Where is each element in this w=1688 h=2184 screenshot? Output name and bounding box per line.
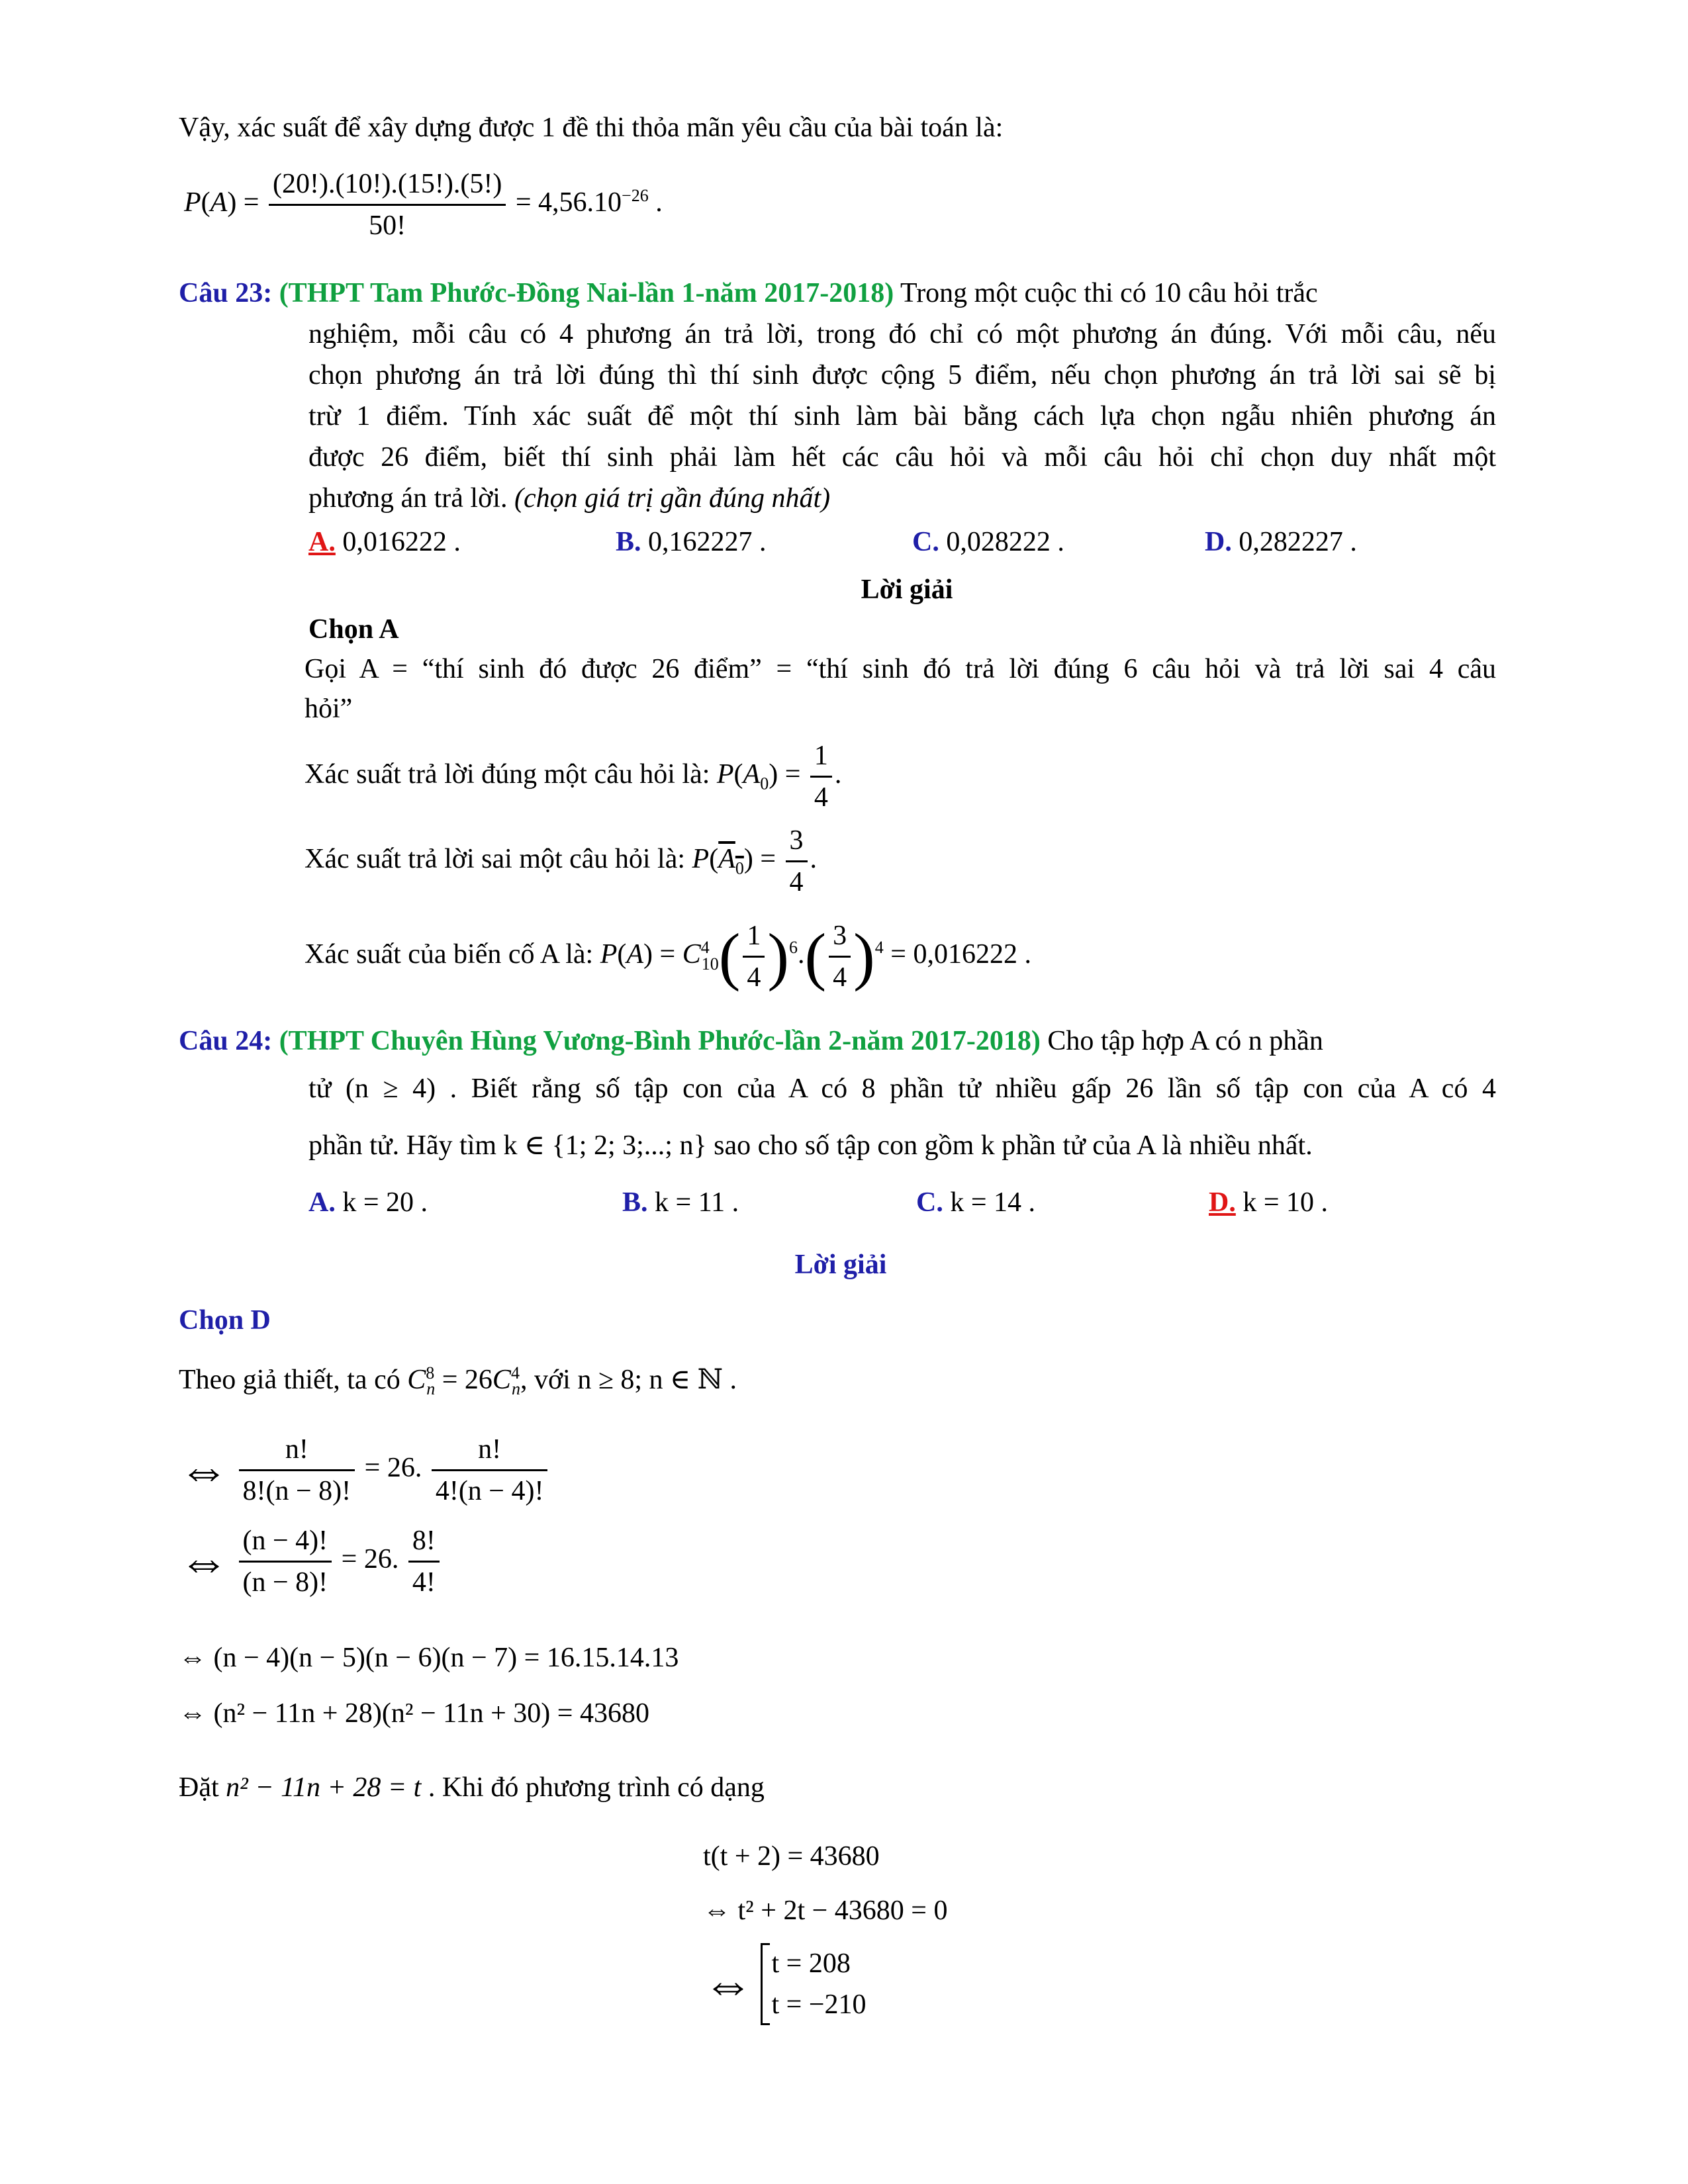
q23-line0: Trong một cuộc thi có 10 câu hỏi trắc	[900, 278, 1318, 308]
q24-option-c-key: C.	[916, 1187, 943, 1218]
q24-option-d-key: D.	[1209, 1187, 1236, 1218]
q24-option-c[interactable]	[916, 1185, 1035, 1220]
q23-option-c-value: 0,028222 .	[946, 527, 1064, 557]
q24-hyp-text: Theo giả thiết, ta có	[179, 1365, 400, 1395]
formula-denominator: 50!	[369, 210, 406, 241]
formula-lhs: P(A) =	[184, 187, 259, 218]
q23-p-event-result: = 0,016222 .	[890, 939, 1031, 970]
equiv-icon: ⇔	[179, 1442, 229, 1498]
q24-step1-right: $\frac{n!}{4!(n - 4)!}$	[432, 1430, 548, 1511]
q24-hyp-cond: , với n ≥ 8; n ∈ ℕ .	[520, 1365, 737, 1395]
q24-step1-left: $\frac{n!}{8!(n - 8)!}$	[239, 1430, 355, 1511]
q24-option-b-value: k = 11 .	[655, 1187, 739, 1218]
q24-option-a-value: k = 20 .	[342, 1187, 428, 1218]
q23-p-wrong-text: Xác suất trả lời sai một câu hỏi là:	[305, 844, 686, 875]
q23-p-correct-num: 1	[810, 736, 832, 778]
formula-exponent: −26	[622, 186, 649, 206]
q23-option-a-value: 0,016222 .	[342, 527, 461, 557]
q24-step2-left: $\frac{(n - 4)!}{(n - 8)!}$	[239, 1521, 332, 1602]
q23-header	[179, 275, 1318, 311]
q23-p-correct-text: Xác suất trả lời đúng một câu hỏi là:	[305, 759, 710, 790]
q23-option-c-key: C.	[912, 527, 939, 557]
q23-p-correct: Xác suất trả lời đúng một câu hỏi là: $P(A_0)$ = $\frac{1}{4}$ .	[305, 736, 841, 817]
q24-roots	[703, 1943, 867, 2025]
q24-line3: phần tử. Hãy tìm k ∈ {1; 2; 3;...; n} sao cho số tập con gồm k phần tử của A là nhiều nhất.	[308, 1130, 1313, 1161]
q24-substitution	[179, 1770, 765, 1805]
q24-step3: ⇔ (n − 4)(n − 5)(n − 6)(n − 7) = 16.15.14.13	[179, 1643, 679, 1673]
q24-root1: t = 208	[771, 1948, 851, 1979]
q24-option-a[interactable]	[308, 1185, 428, 1220]
q23-choice: Chọn A	[308, 614, 399, 645]
q23-p-correct-den: 4	[814, 782, 828, 813]
q24-label: Câu 24:	[179, 1026, 273, 1056]
q23-option-a[interactable]	[308, 524, 461, 560]
q23-sol-line1: Gọi A = “thí sinh đó được 26 điểm” = “thí sinh đó trả lời đúng 6 câu hỏi và trả lời sai 4 câu	[305, 654, 1496, 684]
formula-rhs: = 4,56.10	[515, 187, 622, 218]
q24-root-system	[761, 1943, 867, 2025]
q23-sol-line2: hỏi”	[305, 694, 353, 724]
q23-p-wrong-fraction	[786, 821, 808, 902]
q23-p-event-formula: $P(A) = C^4_{10}$( $\frac{1}{4}$ )$^6$.( $\frac{3}{4}$ )$^4$	[600, 939, 884, 970]
q23-option-a-key: A.	[308, 527, 336, 557]
q23-option-b[interactable]	[616, 524, 767, 560]
q23-option-d-key: D.	[1205, 527, 1232, 557]
q23-line1: nghiệm, mỗi câu có 4 phương án trả lời, trong đó chỉ có một phương án đúng. Với mỗi câu, nếu	[308, 319, 1496, 349]
q24-set-suffix: . Khi đó phương trình có dạng	[428, 1772, 765, 1803]
q23-line5	[308, 480, 830, 516]
q24-eq1: t(t + 2) = 43680	[703, 1841, 880, 1872]
q23-p-event	[305, 916, 1031, 997]
q23-p-correct-fraction	[810, 736, 832, 817]
q24-option-b-key: B.	[622, 1187, 648, 1218]
q23-line4: được 26 điểm, biết thí sinh phải làm hết các câu hỏi và mỗi câu hỏi chỉ chọn duy nhất một	[308, 442, 1496, 473]
q23-p-wrong-num: 3	[786, 821, 808, 862]
equiv-icon: ⇔	[703, 1956, 753, 2012]
q23-option-b-key: B.	[616, 527, 641, 557]
q24-option-d-value: k = 10 .	[1243, 1187, 1329, 1218]
q23-solution-title: Lời giải	[861, 574, 953, 605]
q24-choice: Chọn D	[179, 1305, 271, 1336]
q24-hyp-formula: $C^8_n = 26C^4_n$	[407, 1363, 520, 1399]
q23-p-event-text: Xác suất của biến cố A là:	[305, 939, 594, 970]
q24-option-c-value: k = 14 .	[950, 1187, 1036, 1218]
q23-line2: chọn phương án trả lời đúng thì thí sinh được cộng 5 điểm, nếu chọn phương án trả lời sai sẽ bị	[308, 360, 1496, 390]
q23-p-correct-lhs: $P(A_0)$ =	[716, 759, 801, 794]
q24-step2: ⇔ $\frac{(n - 4)!}{(n - 8)!}$ = 26. $\frac{8!}{4!}$	[179, 1521, 442, 1602]
conclusion-text: Vậy, xác suất để xây dựng được 1 đề thi thỏa mãn yêu cầu của bài toán là:	[179, 113, 1004, 143]
q24-step4: ⇔ (n² − 11n + 28)(n² − 11n + 30) = 43680	[179, 1698, 649, 1729]
q23-option-c[interactable]	[912, 524, 1064, 560]
q23-last-line: phương án trả lời.	[308, 483, 508, 514]
q24-eq2: ⇔ t² + 2t − 43680 = 0	[703, 1895, 948, 1926]
q23-source: (THPT Tam Phước-Đồng Nai-lần 1-năm 2017-2018)	[279, 278, 894, 308]
q24-step2-right: $\frac{8!}{4!}$	[408, 1521, 440, 1602]
q23-option-d[interactable]	[1205, 524, 1357, 560]
q24-source: (THPT Chuyên Hùng Vương-Bình Phước-lần 2-năm 2017-2018)	[279, 1026, 1041, 1056]
q24-set-prefix: Đặt	[179, 1772, 219, 1803]
q23-option-d-value: 0,282227 .	[1239, 527, 1357, 557]
formula-numerator: (20!).(10!).(15!).(5!)	[269, 164, 506, 206]
q23-option-b-value: 0,162227 .	[648, 527, 767, 557]
equiv-icon: ⇔	[179, 1533, 229, 1590]
q24-step1: ⇔ $\frac{n!}{8!(n - 8)!}$ = 26. $\frac{n!}{4!(n - 4)!}$	[179, 1430, 550, 1511]
formula-probability: P(A) = $\frac{(20!).(10!).(15!).(5!)}{50!}$ = $4,56.10^{-26}$ .	[184, 164, 663, 246]
q24-root2: t = −210	[771, 1989, 867, 2020]
q23-note: (chọn giá trị gần đúng nhất)	[514, 483, 831, 514]
q23-p-wrong: Xác suất trả lời sai một câu hỏi là: $P(A_0)$ = $\frac{3}{4}$ .	[305, 821, 817, 902]
formula-fraction	[269, 164, 506, 246]
q23-p-wrong-den: 4	[789, 867, 804, 897]
q24-header	[179, 1023, 1323, 1059]
q24-line2: tử (n ≥ 4) . Biết rằng số tập con của A có 8 phần tử nhiều gấp 26 lần số tập con của A có 4	[308, 1073, 1496, 1104]
q23-line3: trừ 1 điểm. Tính xác suất để một thí sinh làm bài bằng cách lựa chọn ngẫu nhiên phương án	[308, 401, 1496, 432]
q24-hypothesis	[179, 1362, 737, 1398]
q24-line1-rest: Cho tập hợp A có n phần	[1047, 1026, 1323, 1056]
q24-set-expr: n² − 11n + 28 = t	[226, 1772, 422, 1803]
q23-label: Câu 23:	[179, 278, 273, 308]
q24-option-a-key: A.	[308, 1187, 336, 1218]
q23-p-wrong-lhs: $P(A_0)$ =	[692, 844, 776, 878]
q24-option-d[interactable]	[1209, 1185, 1328, 1220]
q24-option-b[interactable]	[622, 1185, 739, 1220]
q24-solution-title: Lời giải	[794, 1250, 887, 1280]
